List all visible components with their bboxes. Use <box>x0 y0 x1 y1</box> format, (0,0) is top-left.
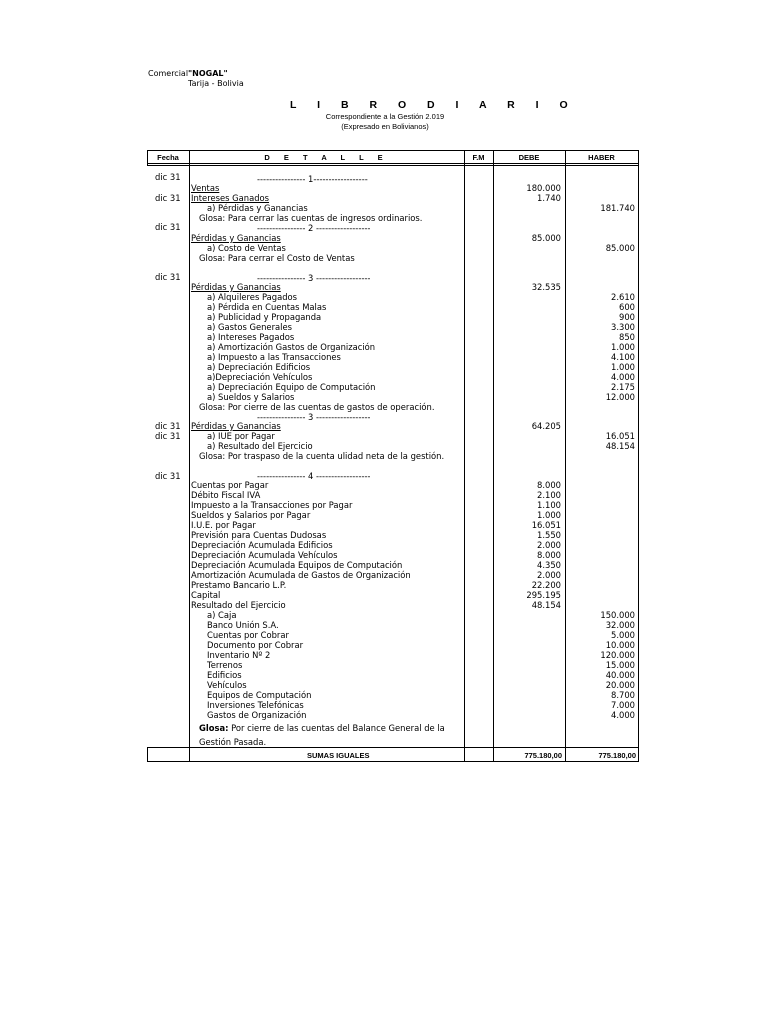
haber-amount: 32.000 <box>605 620 635 630</box>
debe-amount: 8.000 <box>537 480 561 490</box>
account-label: Pérdidas y Ganancias <box>191 282 281 292</box>
totals-debe: 775.180,00 <box>524 751 562 760</box>
account-label: Capital <box>191 590 221 600</box>
account-label: Inventario Nº 2 <box>207 650 271 660</box>
account-label: a) Depreciación Edificios <box>207 362 311 372</box>
haber-amount: 5.000 <box>611 630 635 640</box>
account-label: Resultado del Ejercicio <box>191 600 286 610</box>
date-cell: dic 31 <box>155 471 181 481</box>
account-label: a) Intereses Pagados <box>207 332 295 342</box>
page-title: L I B R O D I A R I O <box>290 99 577 111</box>
haber-amount: 1.000 <box>611 362 635 372</box>
entry-separator: ---------------- 1------------------ <box>257 174 368 184</box>
date-cell: dic 31 <box>155 193 181 203</box>
haber-amount: 4.000 <box>611 710 635 720</box>
account-label: Intereses Ganados <box>191 193 270 203</box>
debe-amount: 2.000 <box>537 570 561 580</box>
haber-amount: 900 <box>619 312 635 322</box>
journal-ledger <box>147 150 639 762</box>
account-label: I.U.E. por Pagar <box>191 520 256 530</box>
account-label: a) Publicidad y Propaganda <box>207 312 322 322</box>
totals-label: SUMAS IGUALES <box>307 751 370 760</box>
haber-amount: 85.000 <box>605 243 635 253</box>
account-label: Previsión para Cuentas Dudosas <box>191 530 327 540</box>
account-label: a) Impuesto a las Transacciones <box>207 352 341 362</box>
haber-amount: 1.000 <box>611 342 635 352</box>
account-label: Gastos de Organización <box>207 710 307 720</box>
entry-separator: ---------------- 3 ------------------ <box>257 273 371 283</box>
entry-separator: ---------------- 3 ------------------ <box>257 412 371 422</box>
haber-amount: 16.051 <box>605 431 635 441</box>
company-name: "NOGAL" <box>188 69 228 78</box>
column-header-haber: HABER <box>588 153 615 162</box>
glosa-text: Glosa: Para cerrar las cuentas de ingresos ordinarios. <box>199 213 423 223</box>
debe-amount: 22.200 <box>531 580 561 590</box>
account-label: a) Resultado del Ejercicio <box>207 441 313 451</box>
entry-separator: ---------------- 4 ------------------ <box>257 471 371 481</box>
totals-haber: 775.180,00 <box>598 751 636 760</box>
glosa-text: Glosa: Por traspaso de la cuenta ulidad neta de la gestión. <box>199 451 445 461</box>
company-prefix: Comercial <box>148 69 189 78</box>
account-label: Débito Fiscal IVA <box>191 490 261 500</box>
haber-amount: 20.000 <box>605 680 635 690</box>
debe-amount: 64.205 <box>531 421 561 431</box>
haber-amount: 4.100 <box>611 352 635 362</box>
haber-amount: 850 <box>619 332 635 342</box>
account-label: a) Alquileres Pagados <box>207 292 298 302</box>
account-label: Terrenos <box>207 660 243 670</box>
debe-amount: 1.100 <box>537 500 561 510</box>
debe-amount: 295.195 <box>526 590 561 600</box>
column-header-debe: DEBE <box>518 153 540 162</box>
account-label: Inversiones Telefónicas <box>207 700 304 710</box>
haber-amount: 181.740 <box>600 203 635 213</box>
debe-amount: 180.000 <box>526 183 561 193</box>
haber-amount: 4.000 <box>611 372 635 382</box>
account-label: Depreciación Acumulada Edificios <box>191 540 333 550</box>
column-header-fecha: Fecha <box>157 153 179 162</box>
date-cell: dic 31 <box>155 421 181 431</box>
debe-amount: 1.550 <box>537 530 561 540</box>
haber-amount: 120.000 <box>600 650 635 660</box>
account-label: a) Costo de Ventas <box>207 243 286 253</box>
debe-amount: 48.154 <box>531 600 561 610</box>
date-cell: dic 31 <box>155 431 181 441</box>
haber-amount: 3.300 <box>611 322 635 332</box>
haber-amount: 600 <box>619 302 635 312</box>
date-cell: dic 31 <box>155 222 181 232</box>
account-label: Prestamo Bancario L.P. <box>191 580 287 590</box>
subtitle-period: Correspondiente a la Gestión 2.019 <box>325 112 445 121</box>
account-label: a) Amortización Gastos de Organización <box>207 342 376 352</box>
debe-amount: 2.100 <box>537 490 561 500</box>
account-label: Impuesto a la Transacciones por Pagar <box>191 500 353 510</box>
glosa-label: Glosa: <box>199 723 229 733</box>
column-header-detalle: D E T A L L E <box>264 153 389 162</box>
date-cell: dic 31 <box>155 272 181 282</box>
debe-amount: 4.350 <box>537 560 561 570</box>
account-label: Edificios <box>207 670 242 680</box>
account-label: a) Gastos Generales <box>207 322 293 332</box>
debe-amount: 8.000 <box>537 550 561 560</box>
account-label: Cuentas por Cobrar <box>207 630 289 640</box>
account-label: Equipos de Computación <box>207 690 312 700</box>
account-label: a)Depreciación Vehículos <box>207 372 313 382</box>
account-label: Banco Unión S.A. <box>207 620 279 630</box>
haber-amount: 7.000 <box>611 700 635 710</box>
company-location: Tarija - Bolivia <box>188 79 244 88</box>
haber-amount: 2.610 <box>611 292 635 302</box>
haber-amount: 48.154 <box>605 441 635 451</box>
debe-amount: 1.000 <box>537 510 561 520</box>
account-label: a) Sueldos y Salarios <box>207 392 295 402</box>
account-label: Vehículos <box>207 680 247 690</box>
glosa-text: Glosa: Por cierre de las cuentas de gastos de operación. <box>199 402 435 412</box>
haber-amount: 10.000 <box>605 640 635 650</box>
haber-amount: 40.000 <box>605 670 635 680</box>
glosa-text: Por cierre de las cuentas del Balance General de la <box>228 723 445 733</box>
date-cell: dic 31 <box>155 172 181 182</box>
haber-amount: 15.000 <box>605 660 635 670</box>
account-label: a) Pérdida en Cuentas Malas <box>207 302 327 312</box>
glosa-final <box>199 723 445 733</box>
debe-amount: 85.000 <box>531 233 561 243</box>
account-label: Pérdidas y Ganancias <box>191 421 281 431</box>
account-label: a) Pérdidas y Ganancias <box>207 203 308 213</box>
account-label: Documento por Cobrar <box>207 640 304 650</box>
debe-amount: 16.051 <box>531 520 561 530</box>
subtitle-currency: (Expresado en Bolivianos) <box>341 122 429 131</box>
account-label: Cuentas por Pagar <box>191 480 269 490</box>
haber-amount: 2.175 <box>611 382 635 392</box>
account-label: a) Caja <box>207 610 237 620</box>
haber-amount: 8.700 <box>611 690 635 700</box>
haber-amount: 12.000 <box>605 392 635 402</box>
debe-amount: 32.535 <box>531 282 561 292</box>
glosa-text: Gestión Pasada. <box>199 737 267 747</box>
debe-amount: 1.740 <box>537 193 561 203</box>
column-header-fm: F.M <box>472 153 485 162</box>
account-label: a) Depreciación Equipo de Computación <box>207 382 376 392</box>
account-label: Pérdidas y Ganancias <box>191 233 281 243</box>
glosa-text: Glosa: Para cerrar el Costo de Ventas <box>199 253 355 263</box>
entry-separator: ---------------- 2 ------------------ <box>257 223 371 233</box>
account-label: Depreciación Acumulada Equipos de Computación <box>191 560 403 570</box>
account-label: a) IUE por Pagar <box>207 431 275 441</box>
debe-amount: 2.000 <box>537 540 561 550</box>
haber-amount: 150.000 <box>600 610 635 620</box>
account-label: Amortización Acumulada de Gastos de Organización <box>191 570 411 580</box>
account-label: Sueldos y Salarios por Pagar <box>191 510 311 520</box>
account-label: Depreciación Acumulada Vehículos <box>191 550 338 560</box>
account-label: Ventas <box>191 183 220 193</box>
